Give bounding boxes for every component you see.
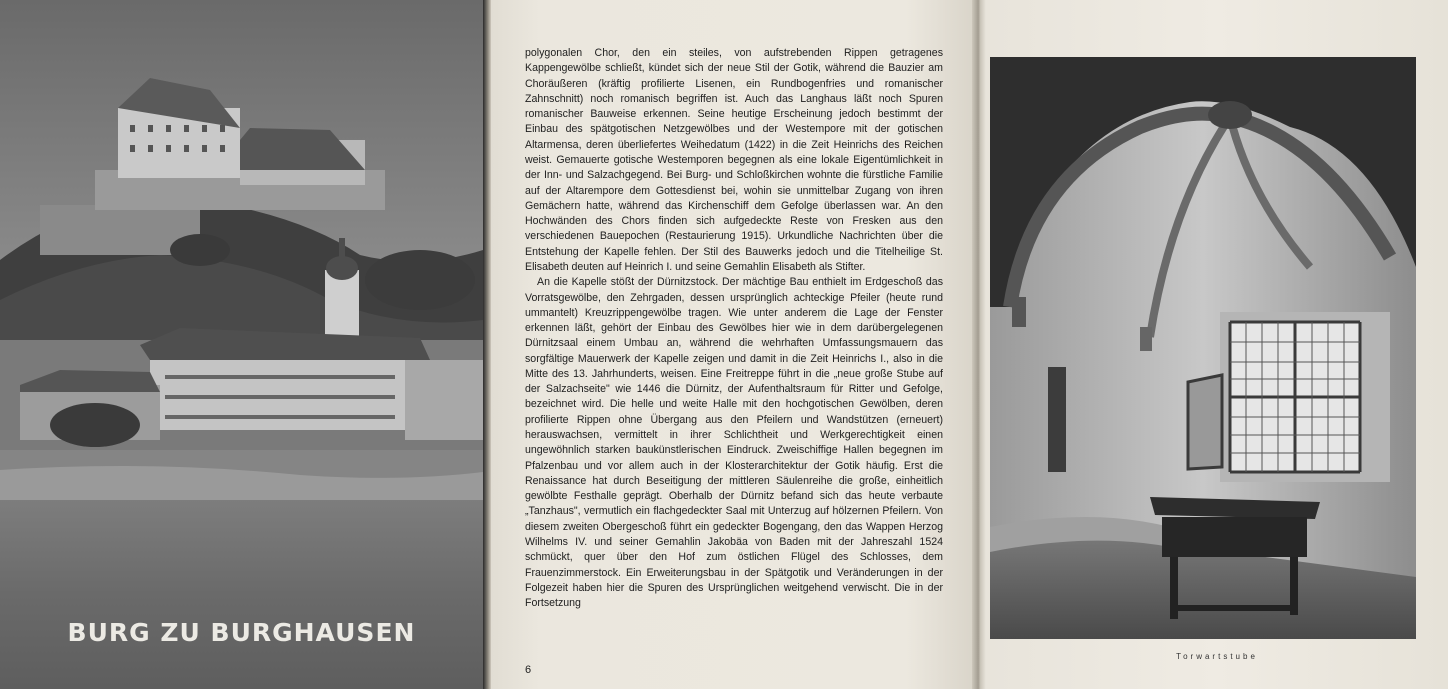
- binding-gutter-left: [483, 0, 491, 689]
- page-number: 6: [525, 664, 532, 676]
- photo-page: [986, 0, 1448, 689]
- paragraph-2: An die Kapelle stößt der Dürnitzstock. Der mächtige Bau enthielt im Erdgeschoß das Vorratsgewölbe, den Zehrgaden, dessen ursprünglich achteckige Pfeiler (heute rund ummantelt) Kreuzrippengewölbe tragen. Wie unter anderem die Lage der Fenster erkennen läßt, gehört der Einbau des Gewölbes hier wie in dem darübergelegenen Dürnitzsaal einem Umbau an, während die wehrhaften Umfassungsmauern das sorgfältige Mauerwerk der Kapelle zeigen und damit in die Zeit Heinrichs I., also in die Mitte des 13. Jahrhunderts, weisen. Eine Freitreppe führt in die „neue große Stube auf der Salzachseite" wie 1446 die Dürnitz, der Aufenthaltsraum für Ritter und Gefolge, bezeichnet wird. Die helle und weite Halle mit den hochgotischen Gewölben, deren profilierte Rippen ohne Übergang aus den Pfeilern und Wandstützen (erneuert) herauswachsen, vermittelt in ihrer Schlichtheit und Werkgerechtigkeit einen ungewöhnlich starken baukünstlerischen Eindruck. Zweischiffige Hallen begegnen im Pfalzenbau und vor allem auch in der Klosterarchitektur der Gotik häufig. Erst die Renaissance hat durch Beseitigung der mittleren Säulenreihe die große, einheitlich gewölbte Festhalle geprägt. Oberhalb der Dürnitz befand sich das heute verbaute „Tanzhaus", vermutlich ein flachgedeckter Saal mit Unterzug auf hölzernen Pfeilern. Von diesem zweiten Obergeschoß führt ein gedeckter Bogengang, den das Wappen Herzog Wilhelms IV. und seiner Gemahlin Jakobäa von Baden mit der Jahreszahl 1524 schmückt, quer über den Hof zum östlichen Flügel des Schlosses, dem Frauenzimmerstock. Ein Erweiterungsbau in der Spätgotik und Veränderungen in der Folgezeit haben hier die Spuren des Ursprünglichen weitgehend verwischt. Die in der Fortsetzung: [525, 276, 943, 610]
- cover-title: BURG ZU BURGHAUSEN: [67, 618, 416, 647]
- binding-gutter-right: [972, 0, 986, 689]
- photo-caption: Torwartstube: [1176, 652, 1258, 661]
- body-text: [525, 46, 943, 611]
- interior-photo: [990, 57, 1416, 639]
- cover-photo: [0, 0, 483, 689]
- cover-page: [0, 0, 483, 689]
- text-page: [491, 0, 979, 689]
- paragraph-1: polygonalen Chor, den ein steiles, von aufstrebenden Rippen getragenes Kappengewölbe schließt, kündet sich der neue Stil der Gotik, während die Bauzier am Choräußeren (kräftig profilierte Lisenen, ein Rundbogenfries und romanischer Zahnschnitt) noch romanisch begriffen ist. Auch das Langhaus läßt noch Spuren romanischer Bauweise erkennen. Seine heutige Erscheinung jedoch bestimmt der Einbau des spätgotischen Netzgewölbes und der Westempore mit der gotischen Altarmensa, deren überliefertes Weihedatum (1422) in die Zeit Heinrichs des Reichen weist. Gemauerte gotische Westemporen begegnen als eine lokale Eigentümlichkeit in der Inn- und Salzachgegend. Bei Burg- und Schloßkirchen wohnte die fürstliche Familie auf der Altarempore dem Gottesdienst bei, wohin sie unmittelbar Zugang von ihren Gemächern hatte, während das Kirchenschiff dem Gefolge überlassen war. An den Hochwänden des Chors finden sich aufgedeckte Reste von Fresken aus den verschiedenen Bauepochen (Restaurierung 1915). Urkundliche Nachrichten über die Entstehung der Kapelle fehlen. Der Stil des Bauwerks jedoch und die Titelheilige St. Elisabeth deuten auf Heinrich I. und seine Gemahlin Elisabeth als Stifter.: [525, 47, 943, 273]
